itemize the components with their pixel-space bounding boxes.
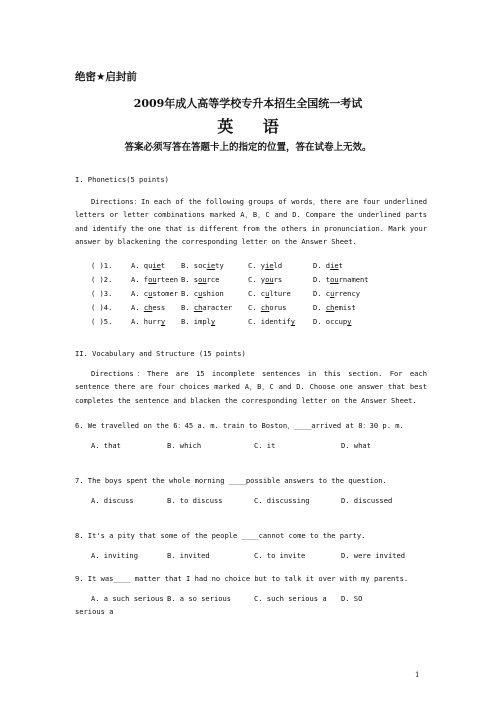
underlined-letters: ch (143, 303, 153, 312)
phonetics-option-b: B. imply (181, 317, 216, 326)
underlined-letters: y (160, 317, 166, 326)
option-a: A. a such serious (91, 594, 164, 603)
option-d: D. SO (341, 594, 363, 603)
phonetics-option-c: C. identify (248, 317, 295, 326)
item-number: ( )2. (91, 275, 113, 284)
item-number: ( )5. (91, 317, 113, 326)
underlined-letters: ou (265, 275, 274, 284)
question-stem: 9. It was____ matter that I had no choice but to talk it over with my parents. (75, 574, 409, 583)
part2-directions: Directions：There are 15 incomplete sentences in this section. For each sentence there are four choices marked A，B，C and D. Choose one answer that best completes the sentence and blacken the corresponding letter on the Answer Sheet. (75, 369, 427, 405)
phonetics-item (91, 317, 352, 330)
phonetics-item (91, 303, 356, 316)
phonetics-option-d: D. currency (313, 289, 360, 298)
option-b: B. to discuss (167, 496, 223, 505)
underlined-letters: ou (330, 275, 339, 284)
phonetics-option-c: C. culture (248, 289, 291, 298)
option-a: A. discuss (91, 496, 134, 505)
phonetics-option-b: B. society (181, 261, 224, 270)
answer-instruction: 答案必须写答在答题卡上的指定的位置，答在试卷上无效。 (124, 142, 372, 153)
phonetics-item (91, 275, 369, 288)
phonetics-option-d: D. diet (313, 261, 343, 270)
question-stem: 6. We travelled on the 6：45 a. m. train to Boston，____arrived at 8：30 p. m. (75, 421, 404, 430)
part1-heading: I. Phonetics(5 points) (75, 175, 169, 184)
underlined-letters: ie (206, 261, 216, 270)
phonetics-option-c: C. chorus (248, 303, 287, 312)
phonetics-option-a: A. fourteen (131, 275, 178, 284)
item-number: ( )1. (91, 261, 113, 270)
phonetics-option-b: B. source (181, 275, 220, 284)
underlined-letters: u (330, 289, 335, 298)
phonetics-option-c: C. yield (248, 261, 283, 270)
underlined-letters: y (290, 317, 295, 326)
part2-heading: II. Vocabulary and Structure (15 points) (75, 349, 246, 358)
option-a: A. inviting (91, 551, 138, 560)
phonetics-item (91, 289, 360, 302)
phonetics-option-d: D. occupy (313, 317, 352, 326)
underlined-letters: ch (260, 303, 270, 312)
subject-title: 英 语 (217, 117, 291, 136)
underlined-letters: ie (152, 261, 161, 270)
option-d: D. were invited (341, 551, 406, 560)
option-c: C. such serious a (254, 594, 327, 603)
phonetics-option-b: B. character (181, 303, 233, 312)
item-number: ( )4. (91, 303, 113, 312)
underlined-letters: y (210, 317, 216, 326)
question-stem: 8. It's a pity that some of the people ____cannot come to the party. (75, 531, 366, 540)
option-c: C. to invite (254, 551, 306, 560)
option-d: D. discussed (341, 496, 393, 505)
item-number: ( )3. (91, 289, 113, 298)
option-d: D. what (341, 441, 371, 450)
phonetics-item (91, 261, 343, 274)
phonetics-option-c: C. yours (248, 275, 283, 284)
underlined-letters: ou (198, 275, 207, 284)
page-number: 1 (415, 671, 420, 679)
phonetics-option-b: B. cushion (181, 289, 224, 298)
option-c: C. discussing (254, 496, 310, 505)
option-b: B. invited (167, 551, 210, 560)
underlined-letters: ie (330, 261, 339, 270)
option-a: A. that (91, 441, 121, 450)
underlined-letters: u (265, 289, 270, 298)
option-b: B. which (167, 441, 202, 450)
underlined-letters: ch (325, 303, 335, 312)
phonetics-option-a: A. chess (131, 303, 166, 312)
question-stem: 7. The boys spent the whole morning ____possible answers to the question. (75, 476, 387, 485)
option-continuation: serious a (75, 607, 114, 616)
underlined-letters: ou (148, 275, 157, 284)
phonetics-option-a: A. customer (131, 289, 178, 298)
phonetics-option-a: A. hurry (131, 317, 166, 326)
underlined-letters: ie (265, 261, 274, 270)
underlined-letters: ch (193, 303, 203, 312)
confidential-mark: 绝密★启封前 (75, 71, 137, 83)
phonetics-option-a: A. quiet (131, 261, 166, 270)
underlined-letters: u (148, 289, 153, 298)
option-c: C. it (254, 441, 276, 450)
option-b: B. a so serious (167, 594, 232, 603)
phonetics-option-d: D. tournament (313, 275, 369, 284)
exam-title: 2009年成人高等学校专升本招生全国统一考试 (133, 97, 363, 110)
underlined-letters: y (347, 317, 352, 326)
part1-directions: Directions：In each of the following groups of words，there are four underlined letters or letter combinations marked A，B，C and D. Compare the underlined parts and identify the one that is different from the others in pronunciation. Mark your answer by blackening the corresponding letter on the Answer Sheet. (75, 197, 427, 247)
phonetics-option-d: D. chemist (313, 303, 356, 312)
underlined-letters: u (198, 289, 203, 298)
